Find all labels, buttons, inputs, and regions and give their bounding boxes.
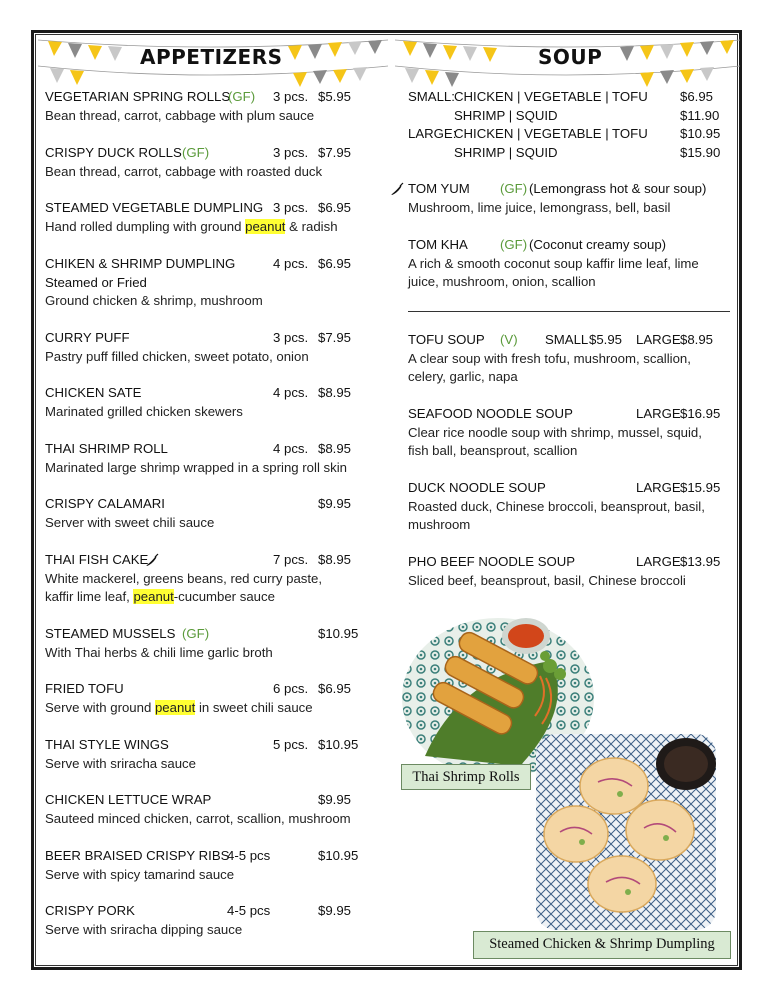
item-price: $6.95 (318, 200, 352, 215)
menu-item (45, 329, 375, 366)
item-tag: (GF) (228, 89, 256, 104)
item-name: TOM YUM (408, 181, 470, 196)
item-desc: mushroom (408, 517, 471, 532)
item-desc: celery, garlic, napa (408, 369, 518, 384)
desc-text: Hand rolled dumpling with ground (45, 218, 246, 234)
item-qty: 7 pcs. (273, 552, 309, 567)
menu-item (408, 553, 733, 590)
item-name: CRISPY PORK (45, 903, 135, 918)
size-label: LARGE (636, 480, 681, 495)
item-name: CURRY PUFF (45, 330, 130, 345)
item-tag: (GF) (500, 181, 528, 196)
item-price: $16.95 (680, 406, 721, 421)
allergen-highlight: peanut (154, 699, 196, 715)
item-price: $7.95 (318, 145, 352, 160)
size-price: $10.95 (680, 126, 721, 141)
item-price: $8.95 (680, 332, 714, 347)
item-desc: Pastry puff filled chicken, sweet potato, onion (45, 348, 309, 364)
size-label: LARGE (636, 406, 681, 421)
chili-pepper-icon (389, 181, 405, 197)
item-desc: A rich & smooth coconut soup kaffir lime leaf, lime (408, 255, 699, 271)
size-options: SHRIMP | SQUID (454, 107, 558, 123)
item-qty: 3 pcs. (273, 145, 309, 160)
item-qty: 4-5 pcs (227, 848, 271, 863)
item-price: $6.95 (318, 681, 352, 696)
size-options: CHICKEN | VEGETABLE | TOFU (454, 89, 648, 104)
item-price: $8.95 (318, 552, 352, 567)
item-desc: Server with sweet chili sauce (45, 514, 215, 530)
item-price: $15.95 (680, 480, 721, 495)
item-price: $9.95 (318, 903, 352, 918)
item-price: $13.95 (680, 554, 721, 569)
menu-item (45, 551, 375, 607)
item-desc: Serve with spicy tamarind sauce (45, 866, 235, 882)
item-desc: Roasted duck, Chinese broccoli, beansprout, basil, (408, 498, 705, 514)
item-name: CHICKEN SATE (45, 385, 142, 400)
size-label: LARGE (636, 332, 681, 347)
item-name: TOM KHA (408, 237, 468, 252)
item-name: DUCK NOODLE SOUP (408, 480, 546, 495)
size-price: $15.90 (680, 144, 721, 160)
item-price: $5.95 (589, 332, 623, 347)
item-price: $10.95 (318, 848, 359, 863)
item-name: STEAMED MUSSELS (45, 626, 176, 641)
item-qty: 3 pcs. (273, 330, 309, 345)
menu-item (45, 88, 375, 125)
appetizers-heading: APPETIZERS (140, 45, 283, 69)
item-name: CHICKEN LETTUCE WRAP (45, 792, 212, 807)
item-desc (45, 588, 375, 607)
item-name: CHIKEN & SHRIMP DUMPLING (45, 256, 236, 271)
item-desc: White mackerel, greens beans, red curry paste, (45, 570, 323, 586)
menu-item (408, 331, 733, 387)
item-subtitle: Steamed or Fried (45, 274, 147, 290)
item-desc: Ground chicken & shrimp, mushroom (45, 293, 263, 308)
item-desc: Serve with sriracha dipping sauce (45, 921, 243, 937)
item-price: $5.95 (318, 89, 352, 104)
item-qty: 4 pcs. (273, 256, 309, 271)
item-price: $9.95 (318, 496, 352, 511)
item-desc: Marinated large shrimp wrapped in a spring roll skin (45, 459, 347, 475)
item-price: $7.95 (318, 330, 352, 345)
menu-item (408, 180, 733, 217)
item-qty: 5 pcs. (273, 737, 309, 752)
size-options: SHRIMP | SQUID (454, 144, 558, 160)
item-name: VEGETARIAN SPRING ROLLS (45, 89, 231, 104)
size-label-small: SMALL: (408, 89, 455, 104)
item-name: TOFU SOUP (408, 332, 485, 347)
soup-size-table (408, 88, 733, 164)
item-name: SEAFOOD NOODLE SOUP (408, 406, 573, 421)
menu-item (408, 479, 733, 535)
menu-item (45, 440, 375, 477)
soup-divider (408, 311, 730, 312)
item-price: $10.95 (318, 626, 359, 641)
item-desc: Bean thread, carrot, cabbage with plum sauce (45, 107, 315, 123)
item-desc: Sliced beef, beansprout, basil, Chinese broccoli (408, 572, 686, 588)
menu-item (45, 902, 375, 939)
item-qty: 3 pcs. (273, 200, 309, 215)
desc-text: kaffir lime leaf, (45, 589, 134, 604)
menu-item (45, 736, 375, 773)
item-desc: fish ball, beansprout, scallion (408, 443, 578, 458)
menu-item (45, 384, 375, 421)
item-desc: Bean thread, carrot, cabbage with roasted duck (45, 163, 323, 179)
item-name: CRISPY CALAMARI (45, 496, 165, 511)
item-price: $8.95 (318, 441, 352, 456)
photo-caption-dumpling: Steamed Chicken & Shrimp Dumpling (473, 931, 731, 959)
item-qty: 3 pcs. (273, 89, 309, 104)
photo-caption-shrimp-rolls: Thai Shrimp Rolls (401, 764, 531, 790)
size-options: CHICKEN | VEGETABLE | TOFU (454, 126, 648, 141)
size-label: LARGE (636, 554, 681, 569)
item-desc: With Thai herbs & chili lime garlic broth (45, 644, 273, 660)
size-label: SMALL (545, 332, 589, 347)
item-name: THAI STYLE WINGS (45, 737, 169, 752)
item-name: BEER BRAISED CRISPY RIBS (45, 848, 230, 863)
size-price: $11.90 (680, 107, 720, 123)
menu-item (408, 236, 733, 292)
menu-item (45, 255, 375, 311)
allergen-highlight: peanut (245, 218, 286, 234)
item-desc: A clear soup with fresh tofu, mushroom, scallion, (408, 350, 691, 366)
item-desc: Marinated grilled chicken skewers (45, 403, 243, 419)
size-label-large: LARGE: (408, 126, 457, 141)
item-tag: (V) (500, 332, 518, 347)
item-price: $6.95 (318, 256, 352, 271)
menu-item (45, 847, 375, 884)
item-desc: Sauteed minced chicken, carrot, scallion, mushroom (45, 810, 351, 826)
menu-item (408, 405, 733, 461)
desc-text: Serve with ground (45, 699, 155, 715)
item-desc (45, 218, 375, 237)
menu-item (45, 495, 375, 532)
item-tag: (GF) (182, 145, 210, 160)
item-name: FRIED TOFU (45, 681, 124, 696)
allergen-highlight: peanut (133, 589, 174, 604)
item-qty: 4 pcs. (273, 385, 309, 400)
item-desc: Serve with sriracha sauce (45, 755, 196, 771)
item-name: PHO BEEF NOODLE SOUP (408, 554, 576, 569)
item-qty: 4 pcs. (273, 441, 309, 456)
soup-heading: SOUP (538, 45, 603, 69)
menu-item (45, 625, 375, 662)
size-price: $6.95 (680, 89, 714, 104)
item-tag: (GF) (182, 626, 210, 641)
item-desc: Clear rice noodle soup with shrimp, mussel, squid, (408, 424, 702, 440)
item-qty: 4-5 pcs (227, 903, 271, 918)
item-note: (Lemongrass hot & sour soup) (529, 181, 707, 196)
item-desc: Mushroom, lime juice, lemongrass, bell, basil (408, 199, 671, 215)
item-name: THAI FISH CAKE (45, 552, 149, 567)
item-name: CRISPY DUCK ROLLS (45, 145, 182, 160)
item-tag: (GF) (500, 237, 528, 252)
menu-item (45, 144, 375, 181)
menu-item (45, 680, 375, 717)
item-note: (Coconut creamy soup) (529, 237, 667, 252)
desc-text: -cucumber sauce (173, 589, 275, 604)
chili-pepper-icon (144, 552, 160, 568)
menu-item (45, 791, 375, 828)
steamed-dumpling-photo (536, 734, 716, 930)
item-desc (45, 699, 375, 718)
item-price: $8.95 (318, 385, 352, 400)
menu-item (45, 199, 375, 236)
item-name: STEAMED VEGETABLE DUMPLING (45, 200, 264, 215)
item-price: $9.95 (318, 792, 352, 807)
desc-text: & radish (285, 218, 338, 234)
item-price: $10.95 (318, 737, 359, 752)
item-qty: 6 pcs. (273, 681, 309, 696)
desc-text: in sweet chili sauce (195, 699, 313, 715)
item-name: THAI SHRIMP ROLL (45, 441, 168, 456)
item-desc: juice, mushroom, onion, scallion (408, 274, 596, 289)
